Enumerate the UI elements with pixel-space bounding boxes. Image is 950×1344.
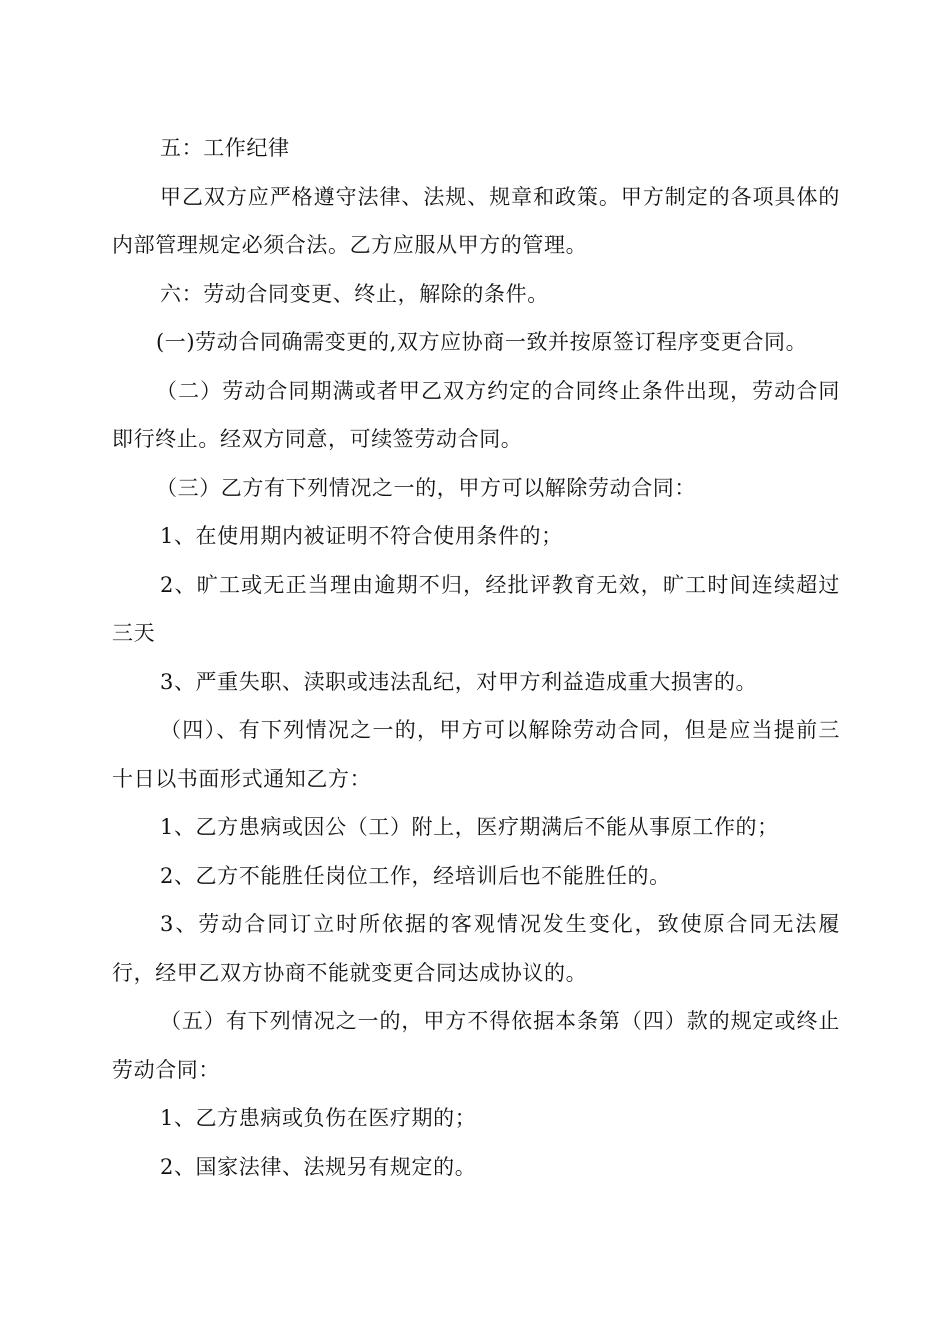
clause-4-item-2: 2、乙方不能胜任岗位工作，经培训后也不能胜任的。 <box>160 863 671 888</box>
clause-3: （三）乙方有下列情况之一的，甲方可以解除劳动合同： <box>156 475 696 500</box>
clause-5-item-1: 1、乙方患病或负伤在医疗期的； <box>160 1106 477 1130</box>
clause-3-item-2: 2、旷工或无正当理由逾期不归，经批评教育无效，旷工时间连续超过三天 <box>112 572 840 645</box>
clause-5-item-2: 2、国家法律、法规另有规定的。 <box>160 1154 477 1179</box>
clause-4: （四）、有下列情况之一的，甲方可以解除劳动合同，但是应当提前三十日以书面形式通知乙方： <box>112 718 840 791</box>
clause-4-item-3: 3、劳动合同订立时所依据的客观情况发生变化，致使原合同无法履行，经甲乙双方协商不能就变更合同达成协议的。 <box>112 912 840 985</box>
section-5-body: 甲乙双方应严格遵守法律、法规、规章和政策。甲方制定的各项具体的内部管理规定必须合法。乙方应服从甲方的管理。 <box>112 184 840 257</box>
document-page <box>112 124 840 1191</box>
clause-2: （二）劳动合同期满或者甲乙双方约定的合同终止条件出现，劳动合同即行终止。经双方同意，可续签劳动合同。 <box>112 378 840 451</box>
section-5-heading: 五：工作纪律 <box>160 136 290 160</box>
clause-1: (一)劳动合同确需变更的,双方应协商一致并按原签订程序变更合同。 <box>156 330 808 354</box>
clause-3-item-1: 1、在使用期内被证明不符合使用条件的； <box>160 524 563 548</box>
clause-5: （五）有下列情况之一的，甲方不得依据本条第（四）款的规定或终止劳动合同： <box>112 1009 840 1082</box>
clause-4-item-1: 1、乙方患病或因公（工）附上，医疗期满后不能从事原工作的； <box>160 815 779 839</box>
clause-3-item-3: 3、严重失职、渎职或违法乱纪，对甲方利益造成重大损害的。 <box>160 669 758 694</box>
section-6-heading: 六：劳动合同变更、终止，解除的条件。 <box>160 281 549 306</box>
